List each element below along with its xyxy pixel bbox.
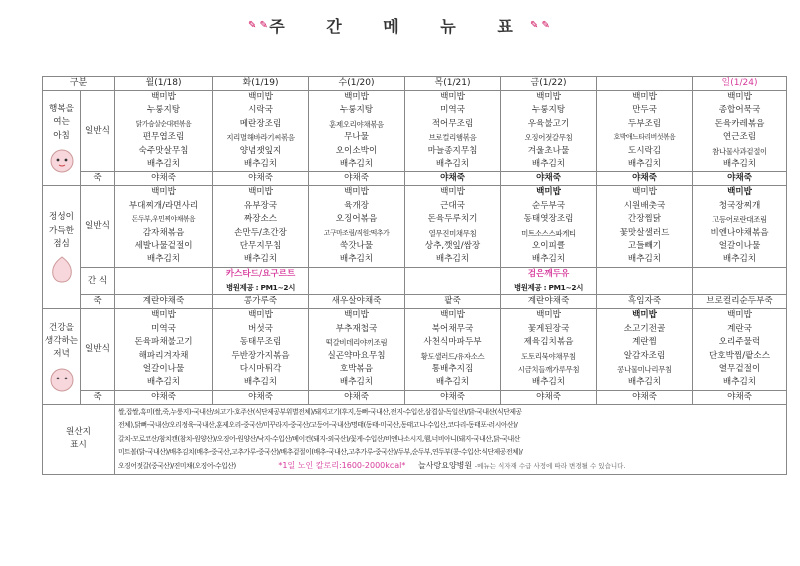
lunch-day-cell: 백미밥 시원배춧국 간장찜닭 꽃맛살샐러드 고들빼기 배추김치 [597, 186, 693, 267]
porridge-cell: 야채죽 [115, 172, 213, 186]
dinner-day-cell: 백미밥 꽃게된장국 제육김치볶음 도토리묵야채무침 시금치들깨가루무침 배추김치 [501, 309, 597, 390]
breakfast-day-cell: 백미밥 누룽지탕 닭가슴살순대편볶음 편무엽조림 숙주맛살무침 배추김치 [115, 91, 213, 172]
porridge-cell: 야채죽 [405, 390, 501, 404]
lunch-type-label: 일반식 [81, 186, 115, 267]
breakfast-type-label: 일반식 [81, 91, 115, 172]
lunch-day-cell: 백미밥 부대찌개/라면사리 돈두부,우민찌야채볶음 감자채볶음 세발나물겉절이 배추김치 [115, 186, 213, 267]
porridge-label: 죽 [81, 295, 115, 309]
calorie-note: *1일 노인 칼로리:1600-2000kcal* [278, 461, 406, 471]
avatar-icon [49, 366, 75, 392]
breakfast-section-label: 행복을 여는 아침 [43, 91, 81, 186]
lunch-day-cell: 백미밥 육개장 오징어볶음 고구마조림/직원:떡추가 쑥갓나물 배추김치 [309, 186, 405, 267]
snack-cell [309, 267, 405, 295]
origin-text: 쌀,잡쌀,흑미(쌀,죽,누룽지)-국내산/쇠고기-호주산(식단제공부위별전체)/돼지고기(후지,등뼈-국내산,전지-수입산,삼겹살-독일산)/닭-국내산(식단제공 전체),닭뼈-국내산/오리정육-국내산,훈제오리-중국산/미꾸라지-중국산/고등어-국내산/명태(동태-미국산,동태고니-수입산,코다리-동태포-러시아산)/ 갈치-모로코산/참치캔(참치-원양산)/오징어-원양산/낙지-수입산/베이컨(돼지-외국산)/꽃게-수입산/비엔나소시지,햄,너비아니(돼지-국내산,닭-국내산 미트볼(닭-국내산)/배추김치(배추-중국산,고추가루-중국산)/배추겉절이(배추-국내산,고추가루-중국산)/두부,순두부,연두부(콩-수입산:식단제공전체)/ 오징어젓갈(중국산)/진미채(오징어-수입산) *1일 노인 칼로리:1600-2000kcal* 늘사랑요양병원 -메뉴는 식자재 수급 사정에 따라 변경될 수 있습니다. [115, 404, 787, 474]
breakfast-porridge-row [43, 172, 787, 186]
header-gubun: 구분 [43, 77, 115, 91]
origin-row [43, 404, 787, 474]
lunch-snack-row [43, 267, 787, 295]
dinner-general-row [43, 309, 787, 390]
breakfast-day-cell: 백미밥 시락국 메란장조림 지리멸해바라기씨볶음 양념잿잎지 배추김치 [213, 91, 309, 172]
header-day: 화(1/19) [213, 77, 309, 91]
header-day [597, 77, 693, 91]
porridge-cell: 야채죽 [115, 390, 213, 404]
snack-cell [115, 267, 213, 295]
porridge-cell: 야채죽 [597, 172, 693, 186]
porridge-cell: 흑임자죽 [597, 295, 693, 309]
porridge-cell: 야채죽 [597, 390, 693, 404]
dinner-day-cell: 백미밥 버섯국 동태무조림 두반장가지볶음 다시마튀각 배추김치 [213, 309, 309, 390]
pencil-decoration-icon: ✎ ✎ [530, 20, 550, 31]
dinner-day-cell: 백미밥 미역국 돈육파채불고기 해파리겨자채 얼갈이나물 배추김치 [115, 309, 213, 390]
porridge-cell: 야채죽 [213, 172, 309, 186]
porridge-cell: 계란야채죽 [115, 295, 213, 309]
porridge-cell: 야채죽 [693, 172, 787, 186]
breakfast-day-cell: 백미밥 미역국 적어무조림 브로컬리햄볶음 마늘종지무침 배추김치 [405, 91, 501, 172]
snack-cell [405, 267, 501, 295]
dinner-day-cell: 백미밥 소고기전골 계란찜 알감자조림 콩나물미나리무침 배추김치 [597, 309, 693, 390]
porridge-cell: 야채죽 [693, 390, 787, 404]
porridge-cell: 새우살야채죽 [309, 295, 405, 309]
porridge-cell: 야채죽 [213, 390, 309, 404]
breakfast-day-cell: 백미밥 누룽지탕 우육불고기 오징어젓갈무침 겨울초나물 배추김치 [501, 91, 597, 172]
breakfast-day-cell: 백미밥 만두국 두부조림 호박애느타리버섯볶음 도시락김 배추김치 [597, 91, 693, 172]
porridge-cell: 계란야채죽 [501, 295, 597, 309]
pencil-decoration-icon: ✎ ✎ [248, 20, 268, 31]
hospital-name: 늘사랑요양병원 [418, 461, 473, 471]
dinner-day-cell: 백미밥 계란국 오리주물럭 단호박찜/팥소스 열무겉절이 배추김치 [693, 309, 787, 390]
lunch-section-label: 정성이 가득한 점심 [43, 186, 81, 309]
lunch-porridge-row [43, 295, 787, 309]
header-day: 목(1/21) [405, 77, 501, 91]
page-title: 주 간 메 뉴 표 [269, 17, 531, 36]
lunch-day-cell: 백미밥 유부장국 짜장소스 손만두/초간장 단무지무침 배추김치 [213, 186, 309, 267]
breakfast-general-row [43, 91, 787, 172]
dinner-section-label: 건강을 생각하는 저녁 [43, 309, 81, 404]
porridge-cell: 브로컬리순두부죽 [693, 295, 787, 309]
porridge-label: 죽 [81, 390, 115, 404]
lunch-day-cell: 백미밥 청국장찌개 고등어로란대조림 비엔나야채볶음 얼갈이나물 배추김치 [693, 186, 787, 267]
snack-cell: 검은깨두유 병원제공 : PM1~2시 [501, 267, 597, 295]
header-day: 금(1/22) [501, 77, 597, 91]
snack-cell [693, 267, 787, 295]
porridge-cell: 야채죽 [309, 390, 405, 404]
avatar-icon [49, 147, 75, 173]
header-row [43, 77, 787, 91]
origin-last-line: 오징어젓갈(중국산)/진미채(오징어-수입산) [118, 462, 236, 471]
porridge-label: 죽 [81, 172, 115, 186]
porridge-cell: 야채죽 [501, 172, 597, 186]
dinner-day-cell: 백미밥 부추재첩국 떡갈비데리야끼조림 실곤약마요무침 호박볶음 배추김치 [309, 309, 405, 390]
porridge-cell: 콩가루죽 [213, 295, 309, 309]
lunch-day-cell: 백미밥 순두부국 동태엿장조림 미트소스스파게티 오이피클 배추김치 [501, 186, 597, 267]
origin-label: 원산지 표시 [43, 404, 115, 474]
snack-label: 간 식 [81, 267, 115, 295]
header-day-sunday: 일(1/24) [693, 77, 787, 91]
menu-change-note: -메뉴는 식자재 수급 사정에 따라 변경될 수 있습니다. [474, 462, 626, 471]
header-day: 월(1/18) [115, 77, 213, 91]
dinner-day-cell: 백미밥 북어채무국 사천식마파두부 황도샐러드/유자소스 통배추지짐 배추김치 [405, 309, 501, 390]
porridge-cell: 야채죽 [309, 172, 405, 186]
weekly-menu-table [42, 76, 787, 475]
dinner-porridge-row [43, 390, 787, 404]
snack-cell [597, 267, 693, 295]
breakfast-day-cell: 백미밥 누룽지탕 훈제오리야채볶음 무나물 오이소박이 배추김치 [309, 91, 405, 172]
dinner-type-label: 일반식 [81, 309, 115, 390]
header-day: 수(1/20) [309, 77, 405, 91]
breakfast-day-cell: 백미밥 종합어묵국 돈육카레볶음 연근조림 참나물사과겉절이 배추김치 [693, 91, 787, 172]
porridge-cell: 팥죽 [405, 295, 501, 309]
snack-cell: 카스타드/요구르트 병원제공 : PM1~2시 [213, 267, 309, 295]
lunch-day-cell: 백미밥 근대국 돈육두루치기 열무진미채무침 상추,깻잎/쌈장 배추김치 [405, 186, 501, 267]
lunch-general-row [43, 186, 787, 267]
porridge-cell: 야채죽 [405, 172, 501, 186]
porridge-cell: 야채죽 [501, 390, 597, 404]
avatar-icon [49, 255, 75, 283]
